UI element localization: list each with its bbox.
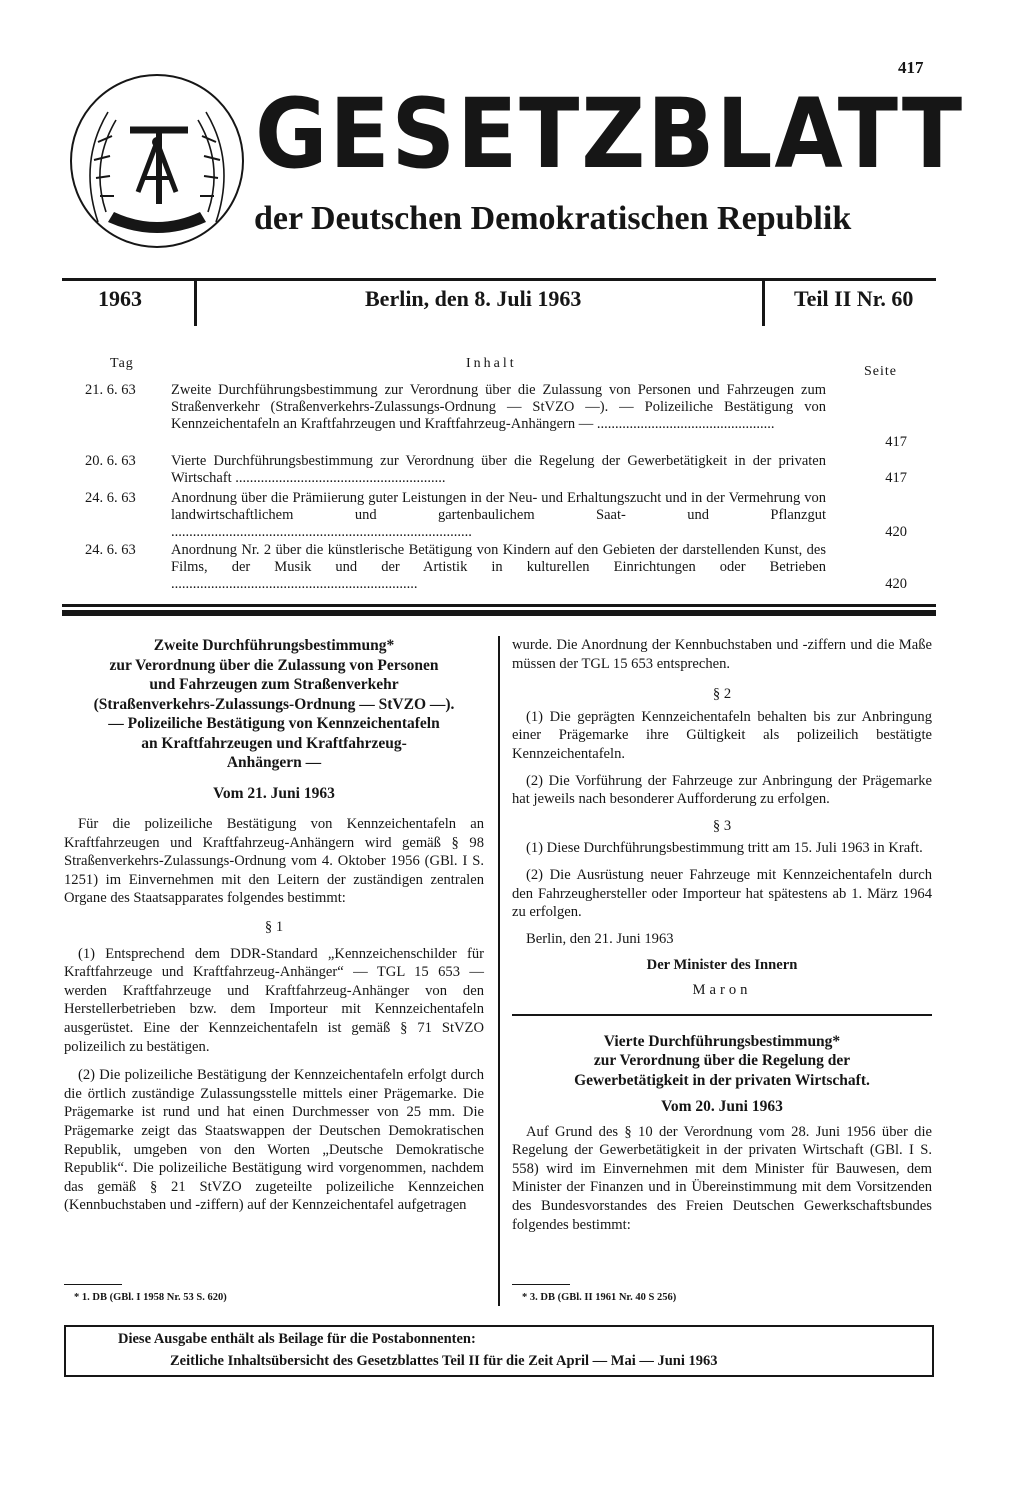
toc-head-page: Seite xyxy=(864,364,897,379)
toc-head-date: Tag xyxy=(110,356,134,371)
toc-entry xyxy=(82,382,927,452)
heading-line: an Kraftfahrzeugen und Kraftfahrzeug- xyxy=(141,734,407,752)
article-separator-rule xyxy=(512,1014,932,1016)
paragraph: (1) Entsprechend dem DDR-Standard „Kennzeichenschilder für Kraftfahrzeuge und Kraftfahrzeug-Anhänger“ — TGL 15 653 — werden Kraftfahrzeuge und Kraftfahrzeug-Anhänger von den Herstellerbetrieben bzw. dem Importeur mit Kennzeichentafeln ausgerüstet. Eine der Kennzeichentafeln ist gemäß § 71 StVZO polizeilich zu bestätigen. xyxy=(64,945,484,1055)
issue-place-date: Berlin, den 8. Juli 1963 xyxy=(365,286,582,311)
paragraph: (1) Diese Durchführungsbestimmung tritt am 15. Juli 1963 in Kraft. xyxy=(526,840,923,857)
signer-title: Der Minister des Innern xyxy=(646,957,798,974)
section-heading: § 2 xyxy=(712,686,732,703)
heading-line: Vierte Durchführungsbestimmung* xyxy=(603,1032,841,1050)
masthead-subtitle: der Deutschen Demokratischen Republik xyxy=(254,200,852,237)
toc-entry-date: 24. 6. 63 xyxy=(85,542,136,558)
toc-entry xyxy=(82,542,927,594)
issue-divider xyxy=(762,280,765,326)
toc-entry xyxy=(82,453,927,489)
table-of-contents xyxy=(82,356,927,596)
supplement-line-1: Diese Ausgabe enthält als Beilage für die Postabonnenten: xyxy=(118,1331,476,1347)
article-heading xyxy=(64,636,484,773)
paragraph: (1) Die geprägten Kennzeichentafeln behalten bis zur Anbringung einer Prägemarke ihre Gültigkeit als polizeilich bestätigte Kennzeichentafeln. xyxy=(512,708,932,762)
section-heading: § 1 xyxy=(264,919,284,936)
paragraph: (2) Die polizeiliche Bestätigung der Kennzeichentafeln erfolgt durch die örtlich zuständige Zulassungsstelle mittels einer Prägemarke. Die Prägemarke ist rund und hat einen Durchmesser von 25 mm. Die Prägemarke zeigt das Staatswappen der Deutschen Demokratischen Republik, umgeben von den Worten „Deutsche Demokratische Republik“. Die polizeiliche Bestätigung wird vorgenommen, nachdem das gemäß § 21 StVZO zugeteilte polizeiliche Kennzeichen (Kennbuchstaben und -ziffern) auf der Kennzeichentafel aufgetragen xyxy=(64,1067,484,1214)
signer-name: Maron xyxy=(692,981,752,998)
footnote-right: * 3. DB (GBl. II 1961 Nr. 40 S 256) xyxy=(522,1292,677,1303)
paragraph: wurde. Die Anordnung der Kennbuchstaben und -ziffern und die Maße müssen der TGL 15 653 entsprechen. xyxy=(512,637,932,672)
heading-line: — Polizeiliche Bestätigung von Kennzeichentafeln xyxy=(108,715,440,732)
left-column xyxy=(64,636,484,1296)
article-date: Vom 20. Juni 1963 xyxy=(661,1098,783,1115)
masthead-title: GESETZBLATT xyxy=(255,78,964,190)
toc-entry-date: 20. 6. 63 xyxy=(85,453,136,469)
heading-line: zur Verordnung über die Regelung der xyxy=(593,1052,851,1069)
footnote-left: * 1. DB (GBl. I 1958 Nr. 53 S. 620) xyxy=(74,1292,227,1303)
supplement-line-2: Zeitliche Inhaltsübersicht des Gesetzblattes Teil II für die Zeit April — Mai — Juni 1963 xyxy=(170,1353,718,1369)
toc-head-content: Inhalt xyxy=(466,356,517,371)
toc-entry-date: 21. 6. 63 xyxy=(85,382,136,398)
column-separator xyxy=(498,636,500,1306)
page-number: 417 xyxy=(898,58,924,77)
toc-bottom-rule xyxy=(62,604,936,607)
right-column xyxy=(512,636,932,1286)
article-heading xyxy=(512,1032,932,1091)
gdr-coat-of-arms-emblem xyxy=(68,72,246,250)
toc-bottom-rule-heavy xyxy=(62,610,936,616)
heading-line: zur Verordnung über die Zulassung von Personen xyxy=(109,656,439,674)
toc-entry-date: 24. 6. 63 xyxy=(85,490,136,506)
place-date: Berlin, den 21. Juni 1963 xyxy=(526,930,674,947)
section-heading: § 3 xyxy=(712,817,732,834)
heading-line: (Straßenverkehrs-Zulassungs-Ordnung — StVZO —). xyxy=(93,695,455,713)
issue-divider xyxy=(194,280,197,326)
toc-entry-page: 420 xyxy=(885,524,907,540)
article-date: Vom 21. Juni 1963 xyxy=(213,784,335,802)
heading-line: und Fahrzeugen zum Straßenverkehr xyxy=(149,676,399,693)
issue-bar xyxy=(62,280,936,328)
toc-entry-page: 417 xyxy=(885,434,907,450)
toc-entry-text: Vierte Durchführungsbestimmung zur Verordnung über die Regelung der Gewerbetätigkeit in der privaten Wirtschaft .......................................................... xyxy=(171,453,826,486)
issue-part-number: Teil II Nr. 60 xyxy=(794,286,914,311)
supplement-notice-box xyxy=(64,1325,934,1377)
footnote-rule xyxy=(64,1284,122,1285)
issue-year: 1963 xyxy=(98,286,142,311)
paragraph: (2) Die Ausrüstung neuer Fahrzeuge mit Kennzeichentafeln durch den Fahrzeughersteller oder Importeur hat spätestens ab 1. März 1964 zu erfolgen. xyxy=(512,866,932,921)
heading-line: Anhängern — xyxy=(226,754,322,771)
preamble-paragraph: Auf Grund des § 10 der Verordnung vom 28. Juni 1956 über die Regelung der Gewerbetätigkeit in der privaten Wirtschaft (GBl. I S. 558) wird im Einvernehmen mit dem Minister für Bauwesen, dem Minister der Finanzen und in Übereinstimmung mit dem Vorsitzenden des Bundesvorstandes des Freien Deutschen Gewerkschaftsbundes folgendes bestimmt: xyxy=(512,1123,932,1233)
toc-entry-page: 420 xyxy=(885,576,907,592)
toc-entry-text: Zweite Durchführungsbestimmung zur Verordnung über die Zulassung von Personen und Fahrzeugen zum Straßenverkehr (Straßenverkehrs-Zulassungs-Ordnung — StVZO —). — Polizeiliche Bestätigung von Kennzeichentafeln an Kraftfahrzeugen und Kraftfahrzeug-Anhängern — ................................................. xyxy=(171,382,826,432)
heading-line: Gewerbetätigkeit in der privaten Wirtschaft. xyxy=(574,1071,870,1089)
toc-entry-text: Anordnung über die Prämiierung guter Leistungen in der Neu- und Erhaltungszucht und in der Vermehrung von landwirtschaftlichem und gartenbaulichem Saat- und Pflanzgut ................................................................................... xyxy=(171,490,826,540)
toc-entry-page: 417 xyxy=(885,470,907,486)
footnote-rule xyxy=(512,1284,570,1285)
toc-entry-text: Anordnung Nr. 2 über die künstlerische Betätigung von Kindern auf den Gebieten der darstellenden Kunst, des Films, der Musik und der Artistik in kulturellen Einrichtungen oder Betrieben .................................................................... xyxy=(171,542,826,592)
preamble-paragraph: Für die polizeiliche Bestätigung von Kennzeichentafeln an Kraftfahrzeugen und Kraftfahrzeug-Anhängern wird gemäß § 98 Straßenverkehrs-Zulassungs-Ordnung vom 4. Oktober 1956 (GBl. I S. 1251) im Einvernehmen mit den Leitern der zuständigen zentralen Organe des Staatsapparates folgendes bestimmt: xyxy=(64,816,484,907)
toc-entry xyxy=(82,490,927,542)
heading-line: Zweite Durchführungsbestimmung* xyxy=(153,637,395,654)
paragraph: (2) Die Vorführung der Fahrzeuge zur Anbringung der Prägemarke hat jeweils nach besonderer Aufforderung zu erfolgen. xyxy=(512,772,932,808)
